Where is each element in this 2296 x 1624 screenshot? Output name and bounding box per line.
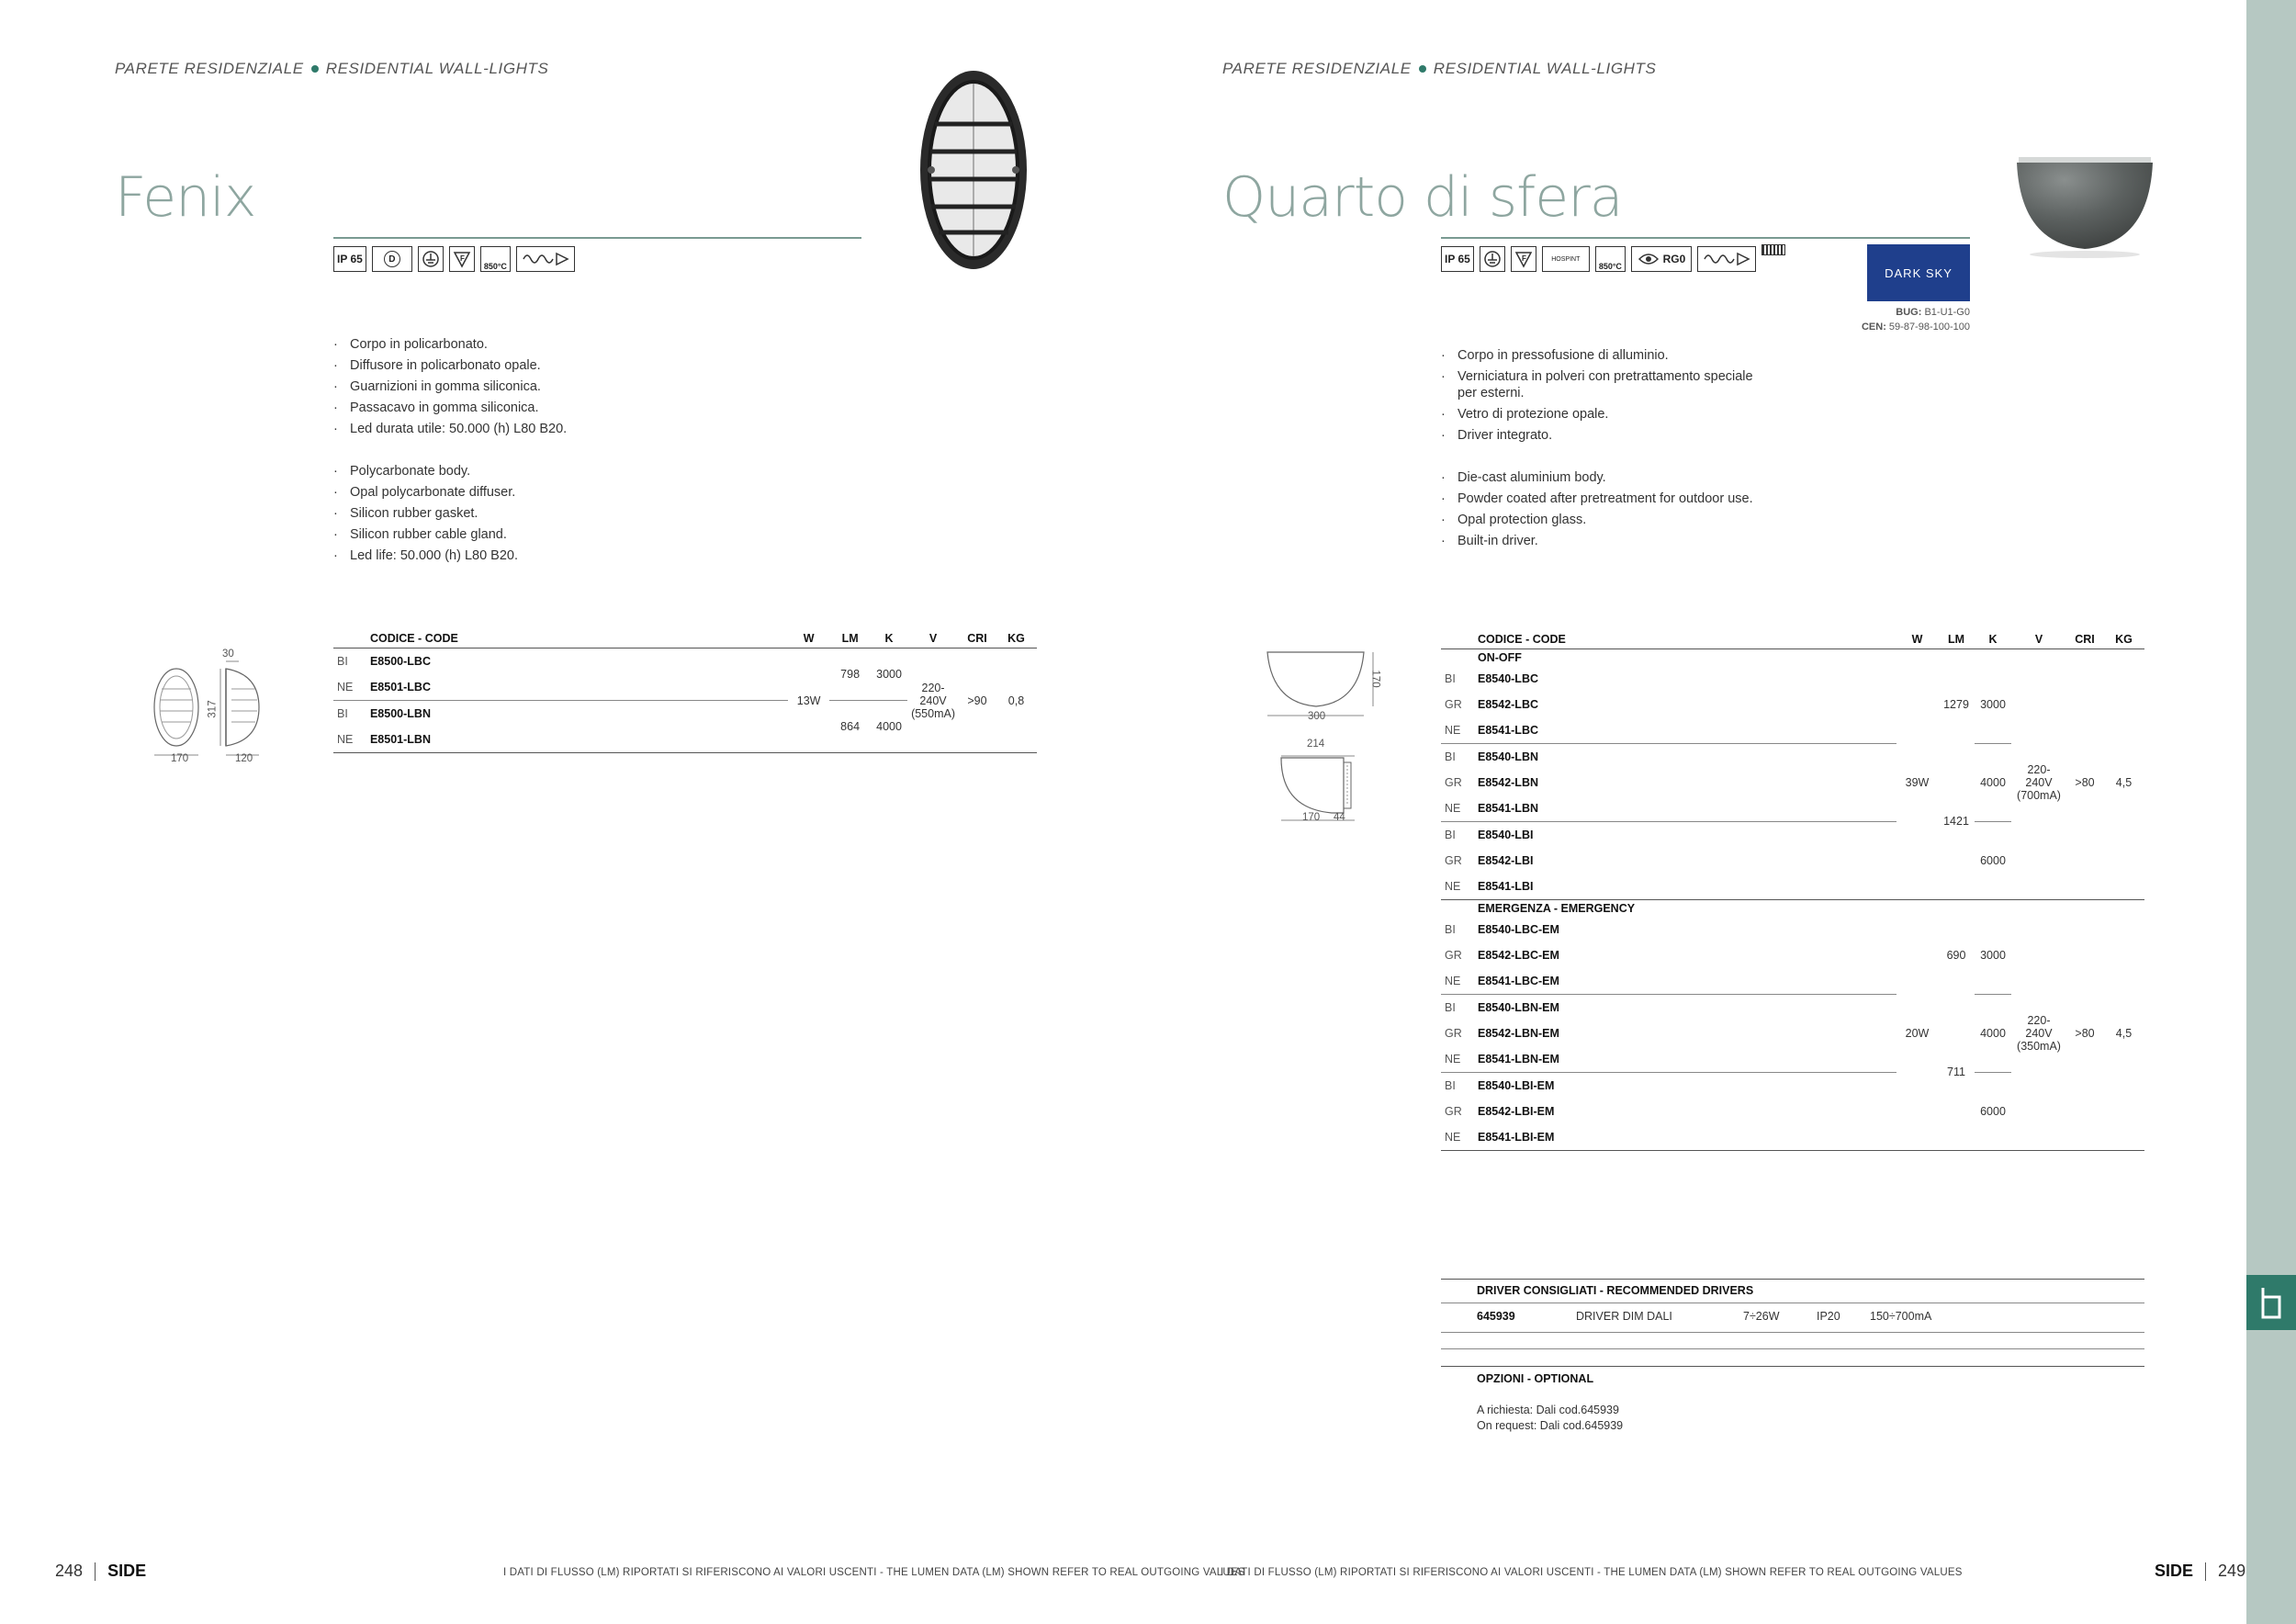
wave-icon	[1697, 246, 1756, 272]
cert-icons-right	[1441, 246, 1785, 272]
th-k: K	[871, 632, 907, 648]
table-row	[1441, 917, 2144, 942]
glow-wire-850-icon: 850°C	[1595, 246, 1626, 272]
title-rule	[1441, 237, 1970, 239]
row-color: GR	[1445, 949, 1462, 962]
th-w: W	[788, 632, 829, 648]
brand-name: SIDE	[2155, 1562, 2194, 1580]
header-it: PARETE RESIDENZIALE	[115, 60, 304, 77]
title-rule	[333, 237, 861, 239]
cell-lm: 864	[840, 720, 861, 733]
svg-text:F: F	[1521, 254, 1526, 263]
th-v: V	[907, 632, 959, 648]
header-en: RESIDENTIAL WALL-LIGHTS	[1433, 60, 1657, 77]
page-number: 249	[2218, 1562, 2246, 1580]
table-row	[1441, 666, 2144, 692]
row-color: BI	[1445, 672, 1456, 685]
cell-k: 3000	[1975, 917, 2011, 995]
cell-w: 13W	[796, 694, 821, 707]
group-label-onoff: ON-OFF	[1478, 651, 1522, 664]
driver-current: 150÷700mA	[1870, 1310, 1932, 1323]
svg-text:F: F	[459, 254, 465, 263]
row-color: GR	[1445, 1027, 1462, 1040]
row-color: BI	[1445, 1079, 1456, 1092]
feature-en: · Polycarbonate body.	[333, 461, 848, 482]
features-right	[1441, 345, 1772, 552]
row-code: E8540-LBC	[1478, 672, 1538, 685]
drivers-rule	[1441, 1348, 2144, 1349]
th-kg: KG	[996, 632, 1037, 648]
feature-en: · Opal polycarbonate diffuser.	[333, 482, 848, 503]
feature-en: · Led life: 50.000 (h) L80 B20.	[333, 546, 848, 567]
table-header	[1441, 633, 2144, 649]
row-color: NE	[1445, 880, 1461, 893]
feature-en: · Silicon rubber gasket.	[333, 503, 848, 524]
cell-w: 39W	[1905, 776, 1930, 789]
driver-name: DRIVER DIM DALI	[1576, 1310, 1672, 1323]
row-code: E8542-LBI-EM	[1478, 1105, 1555, 1118]
side-strip	[2246, 0, 2296, 1624]
row-color: BI	[1445, 750, 1456, 763]
ip65-icon: IP 65	[333, 246, 366, 272]
lumen-footnote-right: I DATI DI FLUSSO (LM) RIPORTATI SI RIFERISCONO AI VALORI USCENTI - THE LUMEN DATA (LM) SHOWN REFER TO REAL OUTGOING VALUES	[1221, 1567, 1963, 1578]
row-code: E8540-LBI	[1478, 829, 1534, 841]
row-color: BI	[337, 707, 348, 720]
row-code: E8540-LBN	[1478, 750, 1538, 763]
th-kg: KG	[2103, 633, 2144, 649]
driver-code: 645939	[1477, 1310, 1515, 1323]
cell-k: 3000	[1975, 666, 2011, 744]
cell-k: 6000	[1980, 1105, 2006, 1118]
cell-v: 220-240V (350mA)	[2017, 1014, 2061, 1053]
page-footer-left	[55, 1562, 146, 1581]
cell-kg: 0,8	[1007, 694, 1025, 707]
drivers-section	[1441, 1279, 2144, 1280]
feature-en: · Die-cast aluminium body.	[1441, 468, 1772, 489]
th-v: V	[2011, 633, 2066, 649]
cell-k: 6000	[1980, 854, 2006, 867]
header-en: RESIDENTIAL WALL-LIGHTS	[325, 60, 549, 77]
cen-rating: CEN: 59-87-98-100-100	[1861, 321, 1970, 333]
quarto-di-sfera-product-image	[2011, 152, 2158, 266]
feature-en: · Silicon rubber cable gland.	[333, 524, 848, 546]
feature-it: · Passacavo in gomma siliconica.	[333, 398, 848, 419]
class-ii-icon	[418, 246, 444, 272]
features-left	[333, 334, 848, 567]
cell-k: 4000	[876, 720, 902, 733]
cell-cri: >80	[2075, 776, 2095, 789]
cell-v: 220-240V (700mA)	[2017, 763, 2061, 802]
row-color: NE	[333, 674, 366, 701]
cell-cri: >80	[2075, 1027, 2095, 1040]
dim-width: 300	[1308, 711, 1326, 722]
row-code: E8542-LBC-EM	[1478, 949, 1559, 962]
cell-w: 20W	[1905, 1027, 1930, 1040]
fenix-product-image	[918, 69, 1029, 276]
row-code: E8542-LBN	[1478, 776, 1538, 789]
th-cri: CRI	[959, 632, 996, 648]
options-text-en: On request: Dali cod.645939	[1477, 1419, 1624, 1432]
cell-lm: 690	[1946, 949, 1966, 963]
row-color: BI	[1445, 829, 1456, 841]
row-code: E8540-LBC-EM	[1478, 923, 1559, 936]
row-code: E8500-LBN	[369, 707, 431, 720]
rg0-eye-icon: RG0	[1631, 246, 1692, 272]
cell-kg: 4,5	[2115, 776, 2133, 789]
feature-it: · Verniciatura in polveri con pretrattamento speciale per esterni.	[1441, 368, 1772, 401]
dim-height: 170	[1369, 670, 1381, 688]
row-color: BI	[1445, 1001, 1456, 1014]
dim-side: 120	[235, 753, 253, 764]
row-color: GR	[1445, 1105, 1462, 1118]
feature-en: · Built-in driver.	[1441, 531, 1772, 552]
dim-height: 317	[207, 700, 219, 718]
dim-base: 170	[1302, 812, 1321, 823]
row-color: NE	[1445, 1131, 1461, 1144]
row-color: GR	[1445, 776, 1462, 789]
product-title-quarto-di-sfera: Quarto di sfera	[1222, 165, 1623, 230]
row-code: E8541-LBN	[1474, 795, 1896, 822]
right-page-header	[1222, 60, 1656, 78]
row-code: E8541-LBC	[1474, 717, 1896, 744]
th-lm: LM	[1938, 633, 1975, 649]
quarto-spec-table	[1441, 633, 2144, 1151]
feature-it: · Led durata utile: 50.000 (h) L80 B20.	[333, 419, 848, 440]
row-code: E8542-LBN-EM	[1478, 1027, 1559, 1040]
ip65-icon: IP 65	[1441, 246, 1474, 272]
left-page-header	[115, 60, 548, 78]
row-color: NE	[337, 733, 354, 746]
th-lm: LM	[829, 632, 871, 648]
bullet-dot	[311, 65, 319, 73]
options-title: OPZIONI - OPTIONAL	[1477, 1372, 1594, 1385]
row-color: NE	[1441, 717, 1474, 744]
section-tab-icon[interactable]	[2246, 1275, 2296, 1330]
cell-k: 4000	[1975, 744, 2011, 822]
row-code: E8501-LBN	[369, 733, 431, 746]
table-header	[333, 632, 1037, 648]
dim-plate: 44	[1334, 812, 1345, 823]
energy-label-icon	[1761, 244, 1785, 255]
options-section	[1441, 1366, 2144, 1367]
fenix-spec-table	[333, 632, 1037, 753]
row-color: NE	[1441, 795, 1474, 822]
group-label-emergency: EMERGENZA - EMERGENCY	[1478, 902, 1636, 915]
row-color: NE	[1441, 968, 1474, 995]
page-number: 248	[55, 1562, 84, 1580]
row-color: GR	[1445, 698, 1462, 711]
dim-depth: 214	[1307, 739, 1325, 750]
options-text-it: A richiesta: Dali cod.645939	[1477, 1404, 1619, 1416]
group-row	[1441, 649, 2144, 667]
f-mark-icon	[449, 246, 475, 272]
group-row	[1441, 900, 2144, 917]
cell-k: 3000	[871, 648, 907, 701]
row-code: E8501-LBC	[366, 674, 788, 701]
feature-it: · Corpo in policarbonato.	[333, 334, 848, 355]
cell-lm: 798	[829, 648, 871, 701]
row-color: BI	[337, 655, 348, 668]
cell-lm: 1279	[1943, 698, 1969, 712]
d-mark-icon: D	[372, 246, 412, 272]
feature-it: · Diffusore in policarbonato opale.	[333, 355, 848, 377]
feature-it: · Vetro di protezione opale.	[1441, 404, 1772, 425]
header-it: PARETE RESIDENZIALE	[1222, 60, 1412, 77]
cert-icons-left	[333, 246, 575, 272]
feature-en: · Opal protection glass.	[1441, 510, 1772, 531]
bug-rating: BUG: B1-U1-G0	[1896, 307, 1970, 318]
row-code: E8540-LBN-EM	[1478, 1001, 1559, 1014]
page-footer-right	[2155, 1562, 2245, 1581]
feature-it: · Driver integrato.	[1441, 425, 1772, 446]
row-code: E8541-LBI-EM	[1478, 1131, 1555, 1144]
cell-k: 4000	[1975, 995, 2011, 1073]
dark-sky-badge: DARK SKY	[1867, 244, 1970, 301]
dim-depth: 30	[222, 648, 234, 660]
table-bottom-rule	[1441, 1151, 2144, 1152]
cell-lm: 711	[1947, 1066, 1965, 1079]
feature-it: · Guarnizioni in gomma siliconica.	[333, 377, 848, 398]
row-code: E8542-LBI	[1478, 854, 1534, 867]
drivers-title: DRIVER CONSIGLIATI - RECOMMENDED DRIVERS	[1477, 1284, 1754, 1297]
driver-power: 7÷26W	[1743, 1310, 1780, 1323]
row-color: NE	[1441, 1046, 1474, 1073]
lumen-footnote-left: I DATI DI FLUSSO (LM) RIPORTATI SI RIFERISCONO AI VALORI USCENTI - THE LUMEN DATA (LM) SHOWN REFER TO REAL OUTGOING VALUES	[503, 1567, 1245, 1578]
f-mark-icon	[1511, 246, 1536, 272]
row-code: E8542-LBC	[1478, 698, 1538, 711]
row-code: E8541-LBN-EM	[1474, 1046, 1896, 1073]
th-code: CODICE - CODE	[366, 632, 788, 648]
driver-ip: IP20	[1817, 1310, 1840, 1323]
cell-cri: >90	[967, 694, 987, 707]
row-color: BI	[1445, 923, 1456, 936]
row-code: E8541-LBI	[1478, 880, 1534, 893]
brand-name: SIDE	[107, 1562, 147, 1580]
product-title-fenix: Fenix	[115, 165, 256, 230]
row-code: E8540-LBI-EM	[1478, 1079, 1555, 1092]
row-code: E8541-LBC-EM	[1474, 968, 1896, 995]
feature-en: · Powder coated after pretreatment for outdoor use.	[1441, 489, 1772, 510]
cell-v: 220-240V (550mA)	[911, 681, 955, 720]
wave-icon	[516, 246, 575, 272]
class-ii-icon	[1480, 246, 1505, 272]
th-w: W	[1896, 633, 1938, 649]
table-bottom-rule	[333, 753, 1037, 754]
drivers-rule	[1441, 1332, 2144, 1333]
th-k: K	[1975, 633, 2011, 649]
th-code: CODICE - CODE	[1474, 633, 1896, 649]
cell-lm: 1421	[1943, 815, 1969, 829]
row-color: GR	[1445, 854, 1462, 867]
th-cri: CRI	[2066, 633, 2103, 649]
table-row	[333, 648, 1037, 675]
feature-it: · Corpo in pressofusione di alluminio.	[1441, 345, 1772, 367]
dim-width: 170	[171, 753, 189, 764]
row-code: E8500-LBC	[369, 655, 431, 668]
glow-wire-850-icon: 850°C	[480, 246, 511, 272]
bullet-dot	[1419, 65, 1426, 73]
cell-kg: 4,5	[2115, 1027, 2133, 1040]
hospint-icon: HOSPINT	[1542, 246, 1590, 272]
